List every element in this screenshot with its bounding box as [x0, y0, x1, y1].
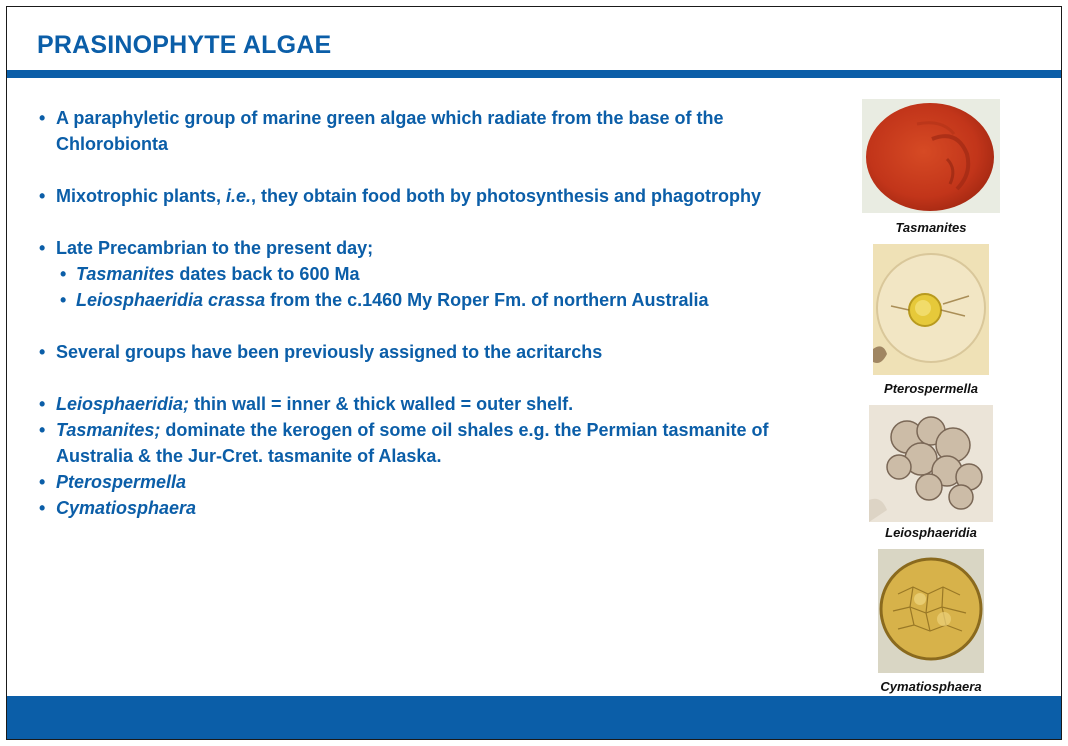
slide [6, 6, 1062, 740]
tasmanites-caption: Tasmanites [895, 220, 967, 235]
bullet-tasmanites [39, 417, 829, 469]
bullet-italic: i.e. [226, 186, 252, 206]
bullet-precambrian [39, 235, 829, 261]
leiosphaeridia-caption: Leiosphaeridia [885, 525, 977, 540]
cymatiosphaera-caption: Cymatiosphaera [880, 679, 982, 694]
leiosphaeridia-image [869, 405, 993, 522]
bullet-italic: Leiosphaeridia; [56, 394, 190, 414]
sub-bullet-leiosphaeridia-crassa [60, 287, 829, 313]
bullet-text: thin wall = inner & thick walled = outer shelf. [189, 394, 574, 414]
footer-bar [7, 696, 1061, 739]
bullet-italic: Pterospermella [56, 472, 187, 492]
bullet-italic: Tasmanites [76, 264, 175, 284]
bullet-text: dates back to 600 Ma [174, 264, 360, 284]
bullet-italic: Cymatiosphaera [56, 498, 197, 518]
bullet-text: Mixotrophic plants, [56, 186, 227, 206]
bullet-text: Several groups have been previously assigned to the acritarchs [56, 342, 603, 362]
title-underline-bar [7, 70, 1061, 78]
slide-title: PRASINOPHYTE ALGAE [37, 31, 332, 59]
bullet-mixotrophic [39, 183, 829, 209]
bullet-italic: Tasmanites; [56, 420, 161, 440]
cymatiosphaera-image [878, 549, 984, 673]
bullet-pterospermella [39, 469, 829, 495]
bullet-cymatiosphaera [39, 495, 829, 521]
tasmanites-image [862, 99, 1000, 213]
bullet-text: A paraphyletic group of marine green algae which radiate from the base of the Chlorobionta [56, 108, 724, 154]
bullet-text: , they obtain food both by photosynthesis and phagotrophy [251, 186, 762, 206]
bullet-acritarchs [39, 339, 829, 365]
bullet-text: dominate the kerogen of some oil shales e.g. the Permian tasmanite of Australia & the Jur-Cret. tasmanite of Alaska. [56, 420, 769, 466]
bullet-text: from the c.1460 My Roper Fm. of northern Australia [265, 290, 709, 310]
bullet-italic: Leiosphaeridia crassa [76, 290, 266, 310]
bullet-list [39, 105, 829, 521]
bullet-leiosphaeridia [39, 391, 829, 417]
pterospermella-image [873, 244, 989, 375]
sub-bullet-tasmanites-age [60, 261, 829, 287]
bullet-paraphyletic [39, 105, 829, 157]
pterospermella-caption: Pterospermella [884, 381, 978, 396]
bullet-text: Late Precambrian to the present day; [56, 238, 374, 258]
